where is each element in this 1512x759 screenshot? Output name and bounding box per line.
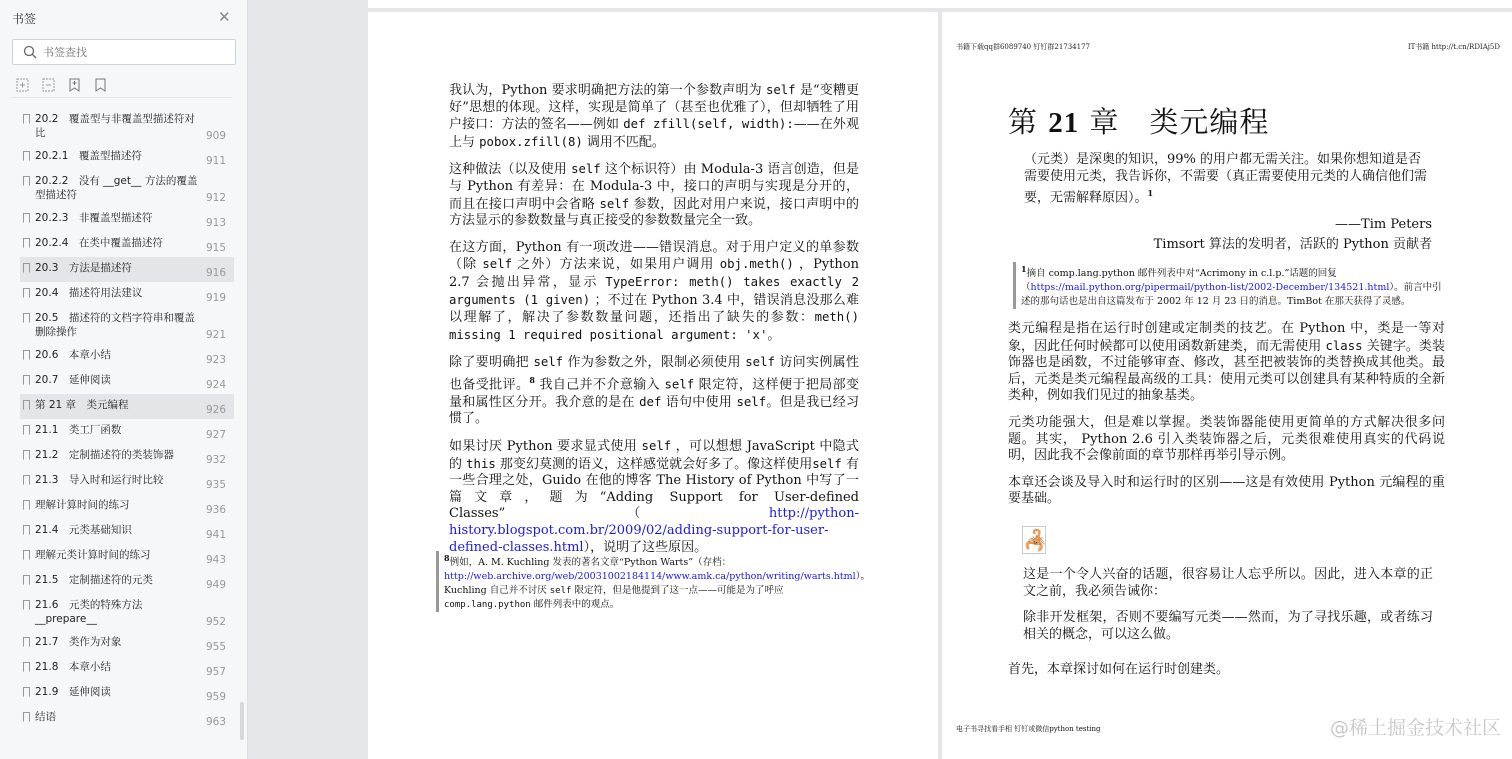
bookmark-label: 21.9 延伸阅读 [35, 686, 111, 698]
bookmark-label: 20.5 描述符的文档字符串和覆盖删除操作 [35, 312, 195, 338]
bookmark-icon [23, 263, 30, 273]
page-body [1008, 321, 1445, 518]
bookmark-icon[interactable] [94, 77, 107, 91]
pdf-page-left [368, 12, 938, 759]
text: 那变幻莫测的语义，这样感觉就会好多了。像这样使用 [495, 456, 813, 472]
page-body [449, 82, 859, 569]
inline-code: obj.meth() [719, 257, 794, 272]
add-bookmark-icon[interactable] [68, 77, 81, 91]
text: ；不过在 Python 3.4 中，错误消息没那么难以理解了，解决了参数数量问题，还指出了缺失的参数： [449, 292, 859, 326]
bookmark-item[interactable] [20, 170, 234, 207]
chapter-name: 章 类元编程 [1079, 105, 1270, 139]
bookmark-item[interactable] [20, 706, 234, 731]
bookmark-item[interactable] [20, 631, 234, 656]
bookmark-item[interactable] [20, 594, 234, 631]
paragraph [1008, 475, 1445, 508]
bookmark-page: 909 [205, 130, 226, 142]
bookmark-icon [23, 450, 30, 460]
bookmark-icon [23, 425, 30, 435]
bookmark-page: 919 [205, 292, 226, 304]
bookmark-page: 911 [205, 155, 226, 167]
bookmark-icon [23, 114, 30, 124]
inline-code: self [599, 196, 630, 211]
bookmark-page: 959 [205, 691, 226, 703]
warning-text: 除非开发框架，否则不要编写元类——然而，为了寻找乐趣，或者练习相关的概念，可以这么做。 [1023, 610, 1433, 642]
text: （元类）是深奥的知识，99% 的用户都无需关注。如果你想知道是否需要使用元类，我告诉你，不需要（真正需要使用元类的人确信他们需要，无需解释原因）。 [1024, 152, 1428, 206]
sidebar-title: 书签 [12, 12, 37, 26]
bookmark-icon [23, 600, 30, 610]
inline-code: this [466, 456, 496, 471]
bookmark-label: 20.2.1 覆盖型描述符 [35, 150, 142, 162]
bookmark-item[interactable] [20, 257, 234, 282]
bookmark-item[interactable] [20, 307, 234, 344]
text: 我自己并不介意输入 [534, 377, 665, 393]
bookmark-item[interactable] [20, 569, 234, 594]
chapter-number: 21 [1048, 107, 1080, 139]
link[interactable]: https://mail.python.org/pipermail/python-list/2002-December/134521.html [1030, 282, 1390, 294]
bookmark-icon [23, 213, 30, 223]
paragraph [449, 82, 859, 151]
text: 元类功能强大，但是难以掌握。类装饰器能使用更简单的方式解决很多问题。其实， Python 2.6 引入类装饰器之后，元类很难使用真实的代码说明，因此我不会像前面的章节那样再举引导示例。 [1008, 414, 1445, 464]
paragraph [449, 161, 859, 229]
inline-code: self [571, 162, 601, 177]
attribution-desc: Timsort 算法的发明者，活跃的 Python 贡献者 [1153, 237, 1432, 252]
bookmark-page: 913 [205, 217, 226, 229]
paragraph [1008, 415, 1445, 465]
epigraph [1024, 152, 1432, 207]
text: 访问实例属性也备受批评。 [449, 355, 859, 393]
bookmark-label: 结语 [35, 711, 56, 723]
paragraph [449, 438, 859, 556]
page-strip [368, 0, 1512, 10]
closing-paragraph: 首先，本章探讨如何在运行时创建类。 [1008, 662, 1230, 677]
bookmark-label: 21.5 定制描述符的元类 [35, 574, 153, 586]
page-footer: 电子书寻找看手相 钉钉或微信python testing [956, 725, 1101, 733]
chapter-prefix: 第 [1008, 105, 1049, 139]
text: 类元编程是指在运行时创建或定制类的技艺。在 Python 中，类是一等对象，因此任何时候都可以使用函数新建类，而无需使用 [1008, 321, 1445, 354]
footnote-ref: 1 [1147, 188, 1154, 198]
inline-code: def [639, 394, 662, 409]
inline-code: comp.lang.python [444, 600, 531, 611]
close-icon[interactable]: ✕ [218, 8, 231, 26]
text: ，Python 2.7 会抛出异常，显示 [449, 257, 859, 290]
bookmark-page: 932 [205, 454, 226, 466]
footnote-ref: 8 [444, 553, 450, 563]
bookmark-page: 941 [205, 529, 226, 541]
divider [12, 97, 232, 98]
chapter-title [1008, 100, 1269, 141]
bookmark-label: 21.2 定制描述符的类装饰器 [35, 449, 174, 461]
footnote [436, 551, 872, 612]
bookmark-page: 915 [205, 242, 226, 254]
paragraph [449, 240, 859, 345]
scrollbar[interactable] [240, 702, 244, 740]
footnote-ref: 1 [1021, 264, 1027, 274]
bookmark-item[interactable] [20, 344, 234, 369]
bookmark-label: 20.2.4 在类中覆盖描述符 [35, 237, 163, 249]
inline-code: class [1325, 338, 1363, 353]
bookmark-list [20, 108, 234, 731]
bookmark-icon [23, 575, 30, 585]
attribution-name: ——Tim Peters [1335, 217, 1432, 232]
text: 调用不匹配。 [582, 134, 665, 150]
footnote-ref: 8 [529, 374, 535, 385]
bookmark-label: 21.3 导入时和运行时比较 [35, 474, 164, 486]
inline-code: self [812, 456, 842, 471]
bookmark-item[interactable] [20, 681, 234, 706]
text: 如果讨厌 Python 要求显式使用 [449, 439, 642, 455]
bookmark-item[interactable] [20, 282, 234, 307]
bookmark-item[interactable] [20, 544, 234, 569]
bookmark-label: 20.6 本章小结 [35, 349, 111, 361]
bookmark-item[interactable] [20, 469, 234, 494]
text: 。但是我已经习惯了。 [449, 394, 859, 427]
bookmark-label: 20.3 方法是描述符 [35, 262, 132, 274]
bookmark-page: 912 [205, 192, 226, 204]
text: 限定符，但是他提到了这一点——可能是为了呼应 [571, 585, 784, 597]
bookmark-page: 935 [205, 479, 226, 491]
bookmark-icon [23, 712, 30, 722]
warning-box [1023, 567, 1433, 653]
bookmark-icon [23, 151, 30, 161]
collapse-all-icon[interactable] [42, 77, 55, 91]
inline-code: pobox.zfill(8) [479, 134, 583, 149]
text: 限定符，这样便于把局部变量和属性区分开。我介意的是在 [449, 377, 859, 410]
page-header-right: IT书籍 http://t.cn/RDIAj5D [1407, 43, 1500, 51]
search-input[interactable] [43, 46, 213, 59]
bookmark-page: 921 [205, 329, 226, 341]
bookmark-icon [23, 350, 30, 360]
bookmark-icon [23, 176, 30, 186]
text: 这个标识符）由 Modula-3 语言创造，但是与 Python 有差异：在 Modula-3 中，接口的声明与实现是分开的，而且在接口声明中会省略 [449, 162, 859, 212]
bookmark-icon [23, 637, 30, 647]
inline-code: self [533, 355, 564, 370]
bookmark-label: 20.2.3 非覆盖型描述符 [35, 212, 153, 224]
bookmark-label: 20.2.2 没有 __get__ 方法的覆盖型描述符 [35, 175, 198, 201]
paragraph [449, 354, 859, 428]
link[interactable]: http://python-history.blogspot.com.br/2009/02/adding-support-for-user-defined-classes.html [449, 506, 859, 555]
bookmark-item[interactable] [20, 207, 234, 232]
bookmark-page: 923 [205, 354, 226, 366]
text: 我认为，Python 要求明确把方法的第一个参数声明为 [449, 83, 766, 98]
text: 例如，A. M. Kuchling 发表的著名文章“Python Warts”（存档： [449, 557, 732, 569]
inline-code: def zfill(self, width): [623, 117, 794, 132]
text: 这种做法（以及使用 [449, 162, 572, 178]
inline-code: self [641, 439, 672, 454]
bookmark-page: 926 [205, 404, 226, 416]
footnote [1013, 262, 1443, 309]
text: 关键字。类装饰器也是函数，不过能够审查、修改，甚至把被装饰的类替换成其他类。最后，元类是类元编程最高级的工具：使用元类可以创建具有某种特质的全新类种，例如我们见过的抽象基类。 [1008, 338, 1445, 404]
text: 摘自 comp.lang.python 邮件列表中对“Acrimony in c.l.p.”话题的回复（ [1021, 268, 1337, 294]
text: 参数，因此对用户来说，接口声明中的方法显示的参数数量与真正接受的参数数量完全一致。 [449, 196, 859, 229]
text: 。 [767, 327, 781, 343]
inline-code: self [482, 257, 513, 272]
bookmark-sidebar [0, 0, 248, 759]
bookmark-item[interactable] [20, 145, 234, 170]
inline-code: self [765, 83, 796, 97]
inline-code: self [664, 377, 695, 392]
text: 作为参数之外，限制必须使用 [563, 355, 746, 371]
bookmark-label: 理解计算时间的练习 [35, 499, 130, 511]
bookmark-item[interactable] [20, 232, 234, 257]
bookmark-search[interactable] [12, 39, 236, 65]
text: ，可以想想 JavaScript 中隐式的 [449, 439, 859, 472]
inline-code: meth() missing 1 required positional argument: 'x' [449, 310, 859, 342]
bookmark-icon [23, 238, 30, 248]
text: ），说明了这些原因。 [583, 539, 708, 555]
bookmark-icon [23, 288, 30, 298]
bookmark-icon [23, 400, 30, 410]
bookmark-label: 21.6 元类的特殊方法 __prepare__ [35, 599, 143, 625]
bookmark-label: 20.7 延伸阅读 [35, 374, 111, 386]
bookmark-label: 理解元类计算时间的练习 [35, 549, 151, 561]
bookmark-item[interactable] [20, 494, 234, 519]
bookmark-page: 936 [205, 504, 226, 516]
bookmark-item[interactable] [20, 369, 234, 394]
text: 之外）方法来说，如果用户调用 [512, 257, 720, 273]
inline-code: self [549, 586, 572, 597]
bookmark-item[interactable] [20, 444, 234, 469]
bookmark-page: 924 [205, 379, 226, 391]
bookmark-label: 20.2 覆盖型与非覆盖型描述符对比 [35, 113, 195, 139]
inline-code: self [736, 394, 767, 409]
inline-code: TypeError: meth() takes exactly 2 arguments (1 given) [449, 274, 859, 307]
expand-all-icon[interactable] [16, 77, 29, 91]
text: 在这方面，Python 有一项改进——错误消息。对于用户定义的单参数（除 [449, 239, 859, 273]
bookmark-label: 20.4 描述符用法建议 [35, 287, 143, 299]
text: 有一些合理之处，Guido 在他的博客 The History of Python 中写了一篇文章，题为“Adding Support for User-defined Classes”（ [449, 456, 859, 522]
text: ）。Kuchling 自己并不讨厌 [444, 571, 870, 597]
bookmark-item[interactable] [20, 519, 234, 544]
bookmark-icon [23, 550, 30, 560]
text: 除了要明确把 [449, 355, 534, 371]
text: 本章还会谈及导入时和运行时的区别——这是有效使用 Python 元编程的重要基础。 [1008, 474, 1445, 507]
watermark: @稀土掘金技术社区 [1330, 717, 1502, 739]
bookmark-icon [23, 500, 30, 510]
bookmark-page: 927 [205, 429, 226, 441]
bookmark-label: 21.1 类工厂函数 [35, 424, 122, 436]
bookmark-item[interactable] [20, 394, 234, 419]
bookmark-page: 952 [205, 616, 226, 628]
text: 语句中使用 [661, 394, 737, 410]
bookmark-label: 21.4 元类基础知识 [35, 524, 132, 536]
bookmark-icon [23, 375, 30, 385]
page-header-left: 书籍下载qq群6089740 钉钉群21734177 [956, 43, 1090, 51]
text: 邮件列表中的观点。 [530, 599, 620, 611]
bookmark-icon [23, 475, 30, 485]
bookmark-item[interactable] [20, 419, 234, 444]
bookmark-item[interactable] [20, 108, 234, 145]
bookmark-page: 943 [205, 554, 226, 566]
bookmark-icon [23, 687, 30, 697]
bookmark-label: 第 21 章 类元编程 [35, 399, 129, 411]
bookmark-icon [23, 313, 30, 323]
bookmark-page: 949 [205, 579, 226, 591]
bookmark-page: 916 [205, 267, 226, 279]
link[interactable]: http://web.archive.org/web/20031002184114/www.amk.ca/python/writing/warts.html [444, 571, 856, 583]
warning-text: 这是一个令人兴奋的话题，很容易让人忘乎所以。因此，进入本章的正文之前，我必须告诫你： [1023, 567, 1433, 599]
scorpion-warning-icon: 🦂 [1023, 528, 1048, 552]
search-icon [23, 45, 37, 59]
inline-code: self [745, 355, 775, 370]
bookmark-label: 21.7 类作为对象 [35, 636, 122, 648]
text: 是“变糟更好”思想的体现。这样，实现是简单了（甚至也优雅了），但却牺牲了用户接口：方法的签名——例如 [449, 83, 859, 133]
bookmark-page: 955 [205, 641, 226, 653]
bookmark-label: 21.8 本章小结 [35, 661, 111, 673]
bookmark-icon [23, 525, 30, 535]
paragraph [1008, 321, 1445, 405]
bookmark-icon [23, 662, 30, 672]
pdf-page-right [942, 12, 1512, 759]
bookmark-page: 963 [205, 716, 226, 728]
bookmark-item[interactable] [20, 656, 234, 681]
bookmark-page: 957 [205, 666, 226, 678]
text: ——在外观上与 [449, 117, 859, 150]
text: ）。前言中引述的那句话也是出自这篇发布于 2002 年 12 月 23 日的消息。TimBot 在那天获得了灵感。 [1021, 282, 1442, 308]
